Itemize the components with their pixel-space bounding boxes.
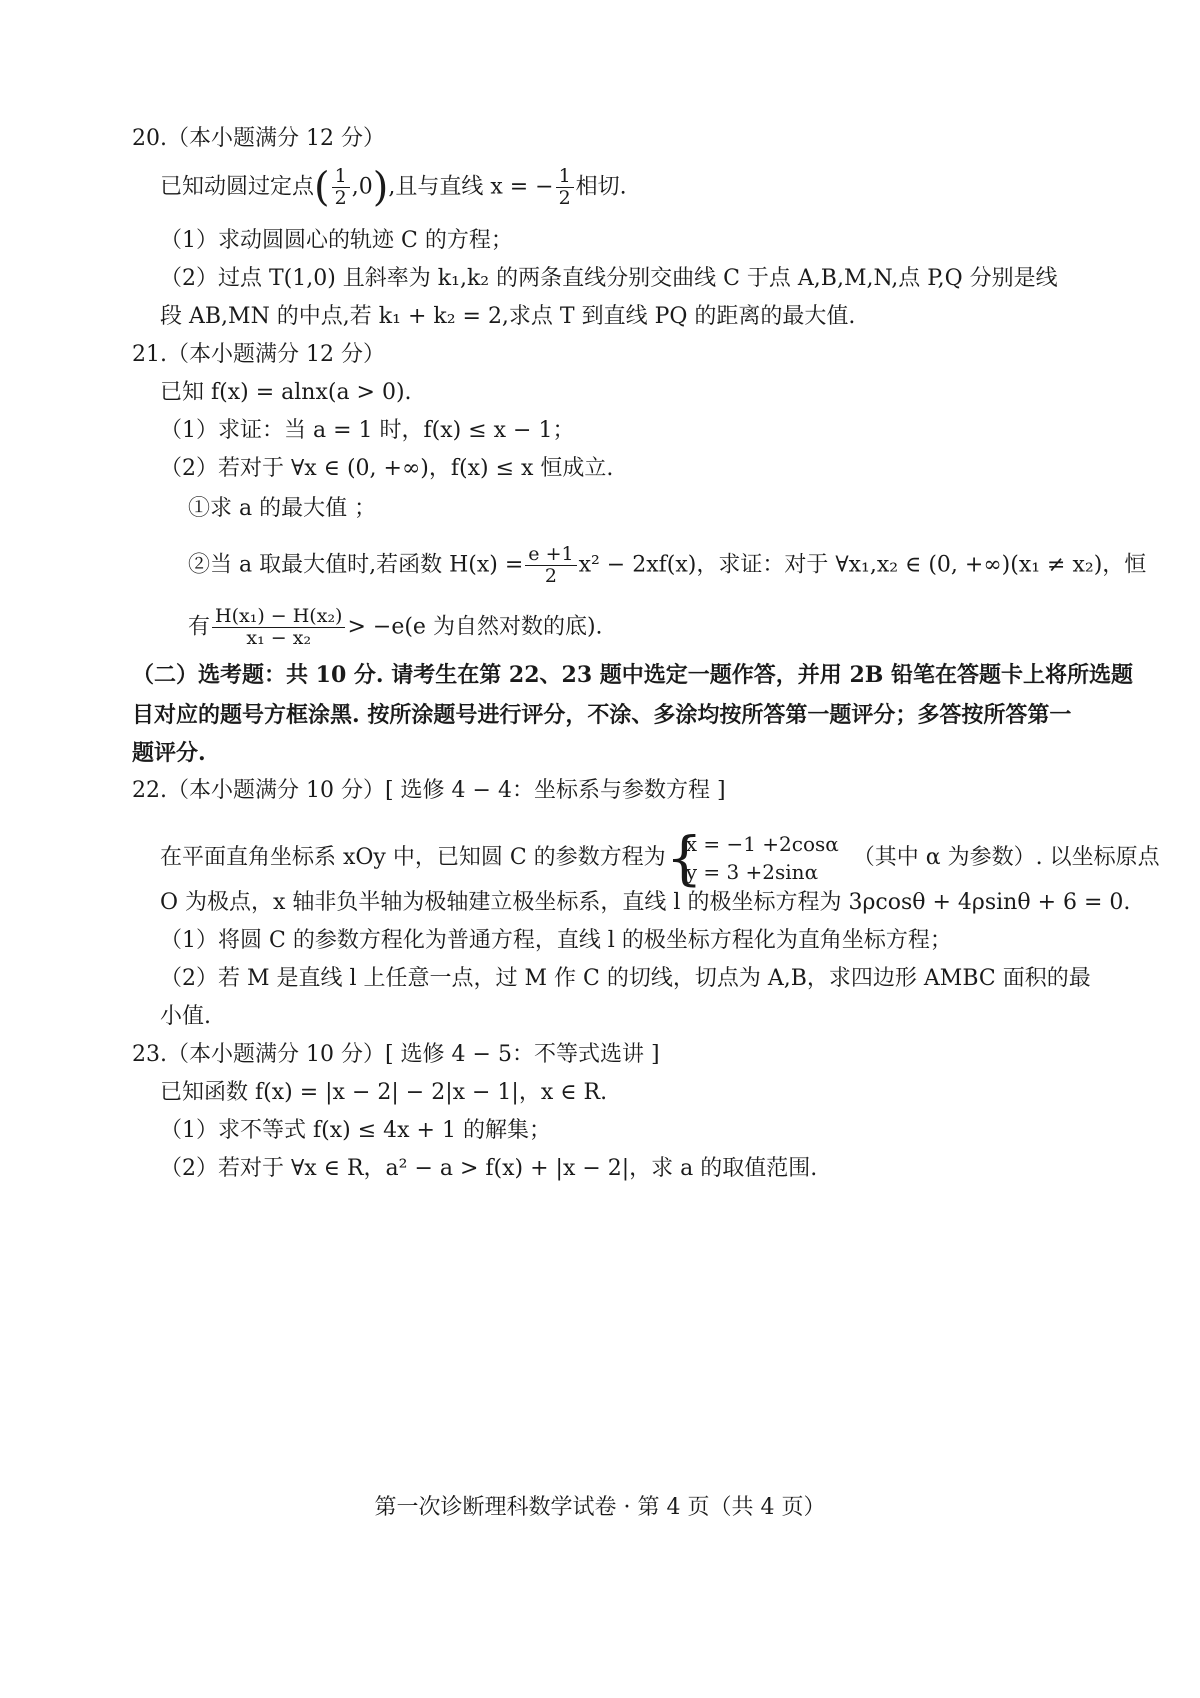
left-paren: ( xyxy=(314,164,330,211)
elective-instructions-line3: 题评分. xyxy=(132,740,206,766)
q22-part2-line2: 小值. xyxy=(160,1004,211,1029)
q20-heading: 20.（本小题满分 12 分） xyxy=(132,126,385,151)
q22-eq-x: x = −1 +2cosα xyxy=(685,832,839,856)
q20-part2-line2: 段 AB,MN 的中点,若 k₁ + k₂ = 2,求点 T 到直线 PQ 的距离的最大值. xyxy=(160,304,856,329)
q22-stem-line2: O 为极点，x 轴非负半轴为极轴建立极坐标系，直线 l 的极坐标方程为 3ρcosθ + 4ρsinθ + 6 = 0. xyxy=(160,890,1131,915)
elective-instructions-line2: 目对应的题号方框涂黑. 按所涂题号进行评分，不涂、多涂均按所答第一题评分；多答按所答第一 xyxy=(132,702,1072,728)
q21-sub2-cont-text-a: 有 xyxy=(188,614,211,640)
q21-part2: （2）若对于 ∀x ∈ (0, +∞)，f(x) ≤ x 恒成立. xyxy=(160,456,614,481)
q20-fraction-line: $\frac{1}{2}$ xyxy=(556,166,574,209)
q21-difference-quotient: $\frac{\text{H(x₁) − H(x₂)}}{\text{x₁ − x₂}}$ xyxy=(212,606,345,649)
q20-stem-text-d: 相切. xyxy=(575,174,627,200)
q21-sub2 xyxy=(188,544,1146,587)
q23-part2: （2）若对于 ∀x ∈ R，a² − a > f(x) + |x − 2|，求 a 的取值范围. xyxy=(160,1156,818,1181)
q20-part1: （1）求动圆圆心的轨迹 C 的方程； xyxy=(160,228,513,253)
q22-stem-text-b: （其中 α 为参数）. 以坐标原点 xyxy=(852,845,1160,870)
q21-sub2-cont xyxy=(188,606,603,649)
q21-part1: （1）求证：当 a = 1 时，f(x) ≤ x − 1； xyxy=(160,418,575,443)
q23-stem: 已知函数 f(x) = |x − 2| − 2|x − 1|，x ∈ R. xyxy=(160,1080,608,1105)
q23-part1: （1）求不等式 f(x) ≤ 4x + 1 的解集； xyxy=(160,1118,551,1143)
q20-fraction-point: $\frac{1}{2}$ xyxy=(332,166,350,209)
page-footer: 第一次诊断理科数学试卷 · 第 4 页（共 4 页） xyxy=(374,1495,826,1520)
right-paren: ) xyxy=(372,164,389,211)
q22-heading: 22.（本小题满分 10 分）[ 选修 4 − 4：坐标系与参数方程 ] xyxy=(132,778,726,803)
q20-stem-text-a: 已知动圆过定点 xyxy=(160,174,315,200)
brace: { xyxy=(665,824,703,892)
q22-stem-text-a: 在平面直角坐标系 xOy 中，已知圆 C 的参数方程为 xyxy=(160,845,666,870)
q21-sub2-text-b: x² − 2xf(x)，求证：对于 ∀x₁,x₂ ∈ (0, +∞)(x₁ ≠ x₂)，恒 xyxy=(578,552,1147,578)
q20-stem-text-b: ,0 xyxy=(351,174,373,200)
q22-stem xyxy=(160,824,1160,892)
q21-sub2-text-a: ②当 a 取最大值时,若函数 H(x) = xyxy=(188,552,524,578)
q21-heading: 21.（本小题满分 12 分） xyxy=(132,342,385,367)
q20-stem-text-c: ,且与直线 x = − xyxy=(388,174,554,200)
q21-sub1: ①求 a 的最大值 ； xyxy=(188,496,377,521)
q23-heading: 23.（本小题满分 10 分）[ 选修 4 − 5：不等式选讲 ] xyxy=(132,1042,660,1067)
q21-sub2-cont-text-b: > −e(e 为自然对数的底). xyxy=(347,614,603,640)
elective-instructions-line1: （二）选考题：共 10 分. 请考生在第 22、23 题中选定一题作答，并用 2B 铅笔在答题卡上将所选题 xyxy=(132,662,1134,688)
q21-sub2-fraction: $\frac{e +1}{2}$ xyxy=(525,544,576,587)
q22-part1: （1）将圆 C 的参数方程化为普通方程，直线 l 的极坐标方程化为直角坐标方程； xyxy=(160,928,952,953)
q22-parametric-system xyxy=(665,824,839,892)
q22-eq-y: y = 3 +2sinα xyxy=(685,860,819,884)
q21-stem: 已知 f(x) = alnx(a > 0). xyxy=(160,380,412,405)
q20-stem xyxy=(160,166,627,209)
q20-part2-line1: （2）过点 T(1,0) 且斜率为 k₁,k₂ 的两条直线分别交曲线 C 于点 A,B,M,N,点 P,Q 分别是线 xyxy=(160,266,1058,291)
q22-part2-line1: （2）若 M 是直线 l 上任意一点，过 M 作 C 的切线，切点为 A,B，求四边形 AMBC 面积的最 xyxy=(160,966,1091,991)
